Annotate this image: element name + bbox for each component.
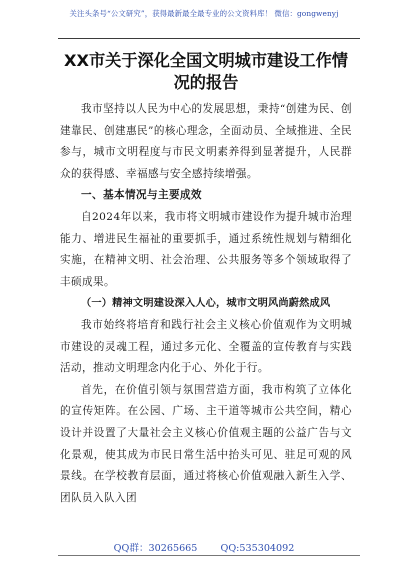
section-heading: 一、基本情况与主要成效 [81, 189, 202, 202]
footer-qq-group: QQ群：30265665 [113, 543, 198, 554]
subsection-heading: （一）精神文明建设深入人心，城市文明风尚蔚然成风 [81, 298, 331, 310]
header-divider [58, 38, 360, 39]
document-body [60, 99, 352, 509]
footer-divider [58, 555, 360, 556]
footer [0, 540, 408, 554]
subsection-paragraph-2: 首先，在价值引领与氛围营造方面，我市构筑了立体化的宣传矩阵。在公园、广场、主干道等城市公共空间，精心设计并设置了大量社会主义核心价值观主题的公益广告与文化景观，使其成为市民日常生活中抬头可见、驻足可观的风景线。在学校教育层面，通过将核心价值观融入新生入学、团队员入队入团 [60, 383, 352, 504]
subsection-paragraph-1: 我市始终将培育和践行社会主义核心价值观作为文明城市建设的灵魂工程，通过多元化、全覆盖的宣传教育与实践活动，推动文明理念内化于心、外化于行。 [60, 318, 352, 375]
intro-paragraph: 我市坚持以人民为中心的发展思想，秉持“创建为民、创建靠民、创建惠民”的核心理念，全面动员、全域推进、全民参与，城市文明程度与市民文明素养得到显著提升，人民群众的获得感、幸福感与安全感持续增强。 [60, 103, 352, 180]
document-title: XX市关于深化全国文明城市建设工作情况的报告 [64, 51, 348, 92]
footer-qq: QQ:535304092 [220, 543, 295, 554]
section-paragraph: 自2024年以来，我市将文明城市建设作为提升城市治理能力、增进民生福祉的重要抓手，通过系统性规划与精细化实施，在精神文明、社会治理、公共服务等多个领域取得了丰硕成果。 [60, 210, 352, 288]
header-note: 关注头条号“公文研究”，获得最新最全最专业的公文资料库！ 微信：gongwenyj [69, 9, 339, 18]
